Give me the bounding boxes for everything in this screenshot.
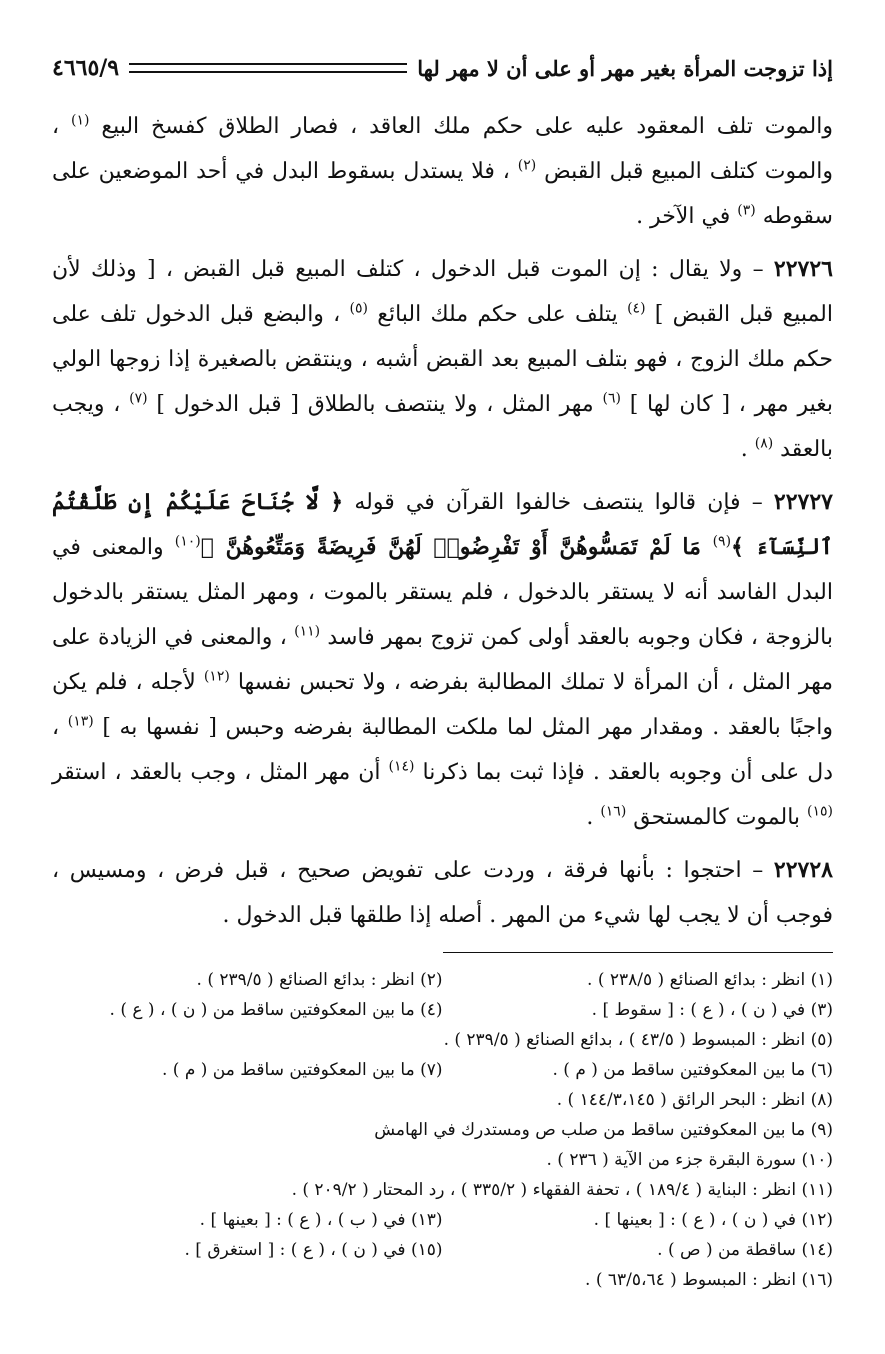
text-run: ، فلا يستدل بسقوط البدل في أحد الموضعين على سقوطه [52, 159, 833, 229]
footnote-6: (٦) ما بين المعكوفتين ساقط من ( م ) . [552, 1060, 833, 1080]
footnote-reference: (٣) [737, 202, 756, 219]
footnote-row [52, 965, 833, 995]
issue-number: ٢٢٧٢٨ [773, 857, 833, 883]
issue-number: ٢٢٧٢٧ [773, 489, 833, 515]
text-run: – احتجوا : بأنها فرقة ، وردت على تفويض صحيح ، قبل فرض ، ومسيس ، فوجب أن لا يجب لها شيء من المهر . أصله إذا طلقها قبل الدخول . [52, 858, 833, 928]
text-run: – فإن قالوا ينتصف خالفوا القرآن في قوله [343, 490, 774, 515]
text-run: ، دل على أن وجوبه بالعقد . فإذا ثبت بما ذكرنا [52, 715, 833, 785]
footnote-14: (١٤) ساقطة من ( ص ) . [657, 1240, 833, 1260]
footnote-reference: (٦) [602, 390, 621, 407]
text-run: مهر المثل ، ولا ينتصف بالطلاق [ قبل الدخول ] [147, 392, 603, 417]
footnote-divider [443, 952, 833, 953]
footnote-13: (١٣) في ( ب ) ، ( ع ) : [ بعينها ] . [199, 1210, 443, 1230]
footnote-reference: (١١) [294, 623, 321, 640]
footnote-16: (١٦) انظر : المبسوط ( ٦٣/٥،٦٤ ) . [585, 1270, 833, 1290]
footnote-reference: (١٤) [388, 758, 415, 775]
paragraph [52, 848, 833, 938]
footnote-row [52, 1055, 833, 1085]
text-run: والمعنى في البدل الفاسد أنه لا يستقر بالدخول ، فلم يستقر بالموت ، ومهر المثل يستقر بالدخول بالزوجة ، فكان وجوبه بالعقد أولى كمن تزوج بمهر فاسد [52, 535, 833, 650]
text-run: – ولا يقال : إن الموت قبل الدخول ، كتلف المبيع قبل القبض ، [ وذلك لأن المبيع قبل القبض ] [52, 257, 833, 327]
footnote-row [52, 995, 833, 1025]
header-title: إذا تزوجت المرأة بغير مهر أو على أن لا مهر لها [417, 55, 833, 81]
text-run: . [586, 805, 601, 830]
footnote-reference: (١٥) [807, 803, 833, 820]
footnote-1: (١) انظر : بدائع الصنائع ( ٢٣٨/٥ ) . [587, 970, 833, 990]
footnote-7: (٧) ما بين المعكوفتين ساقط من ( م ) . [162, 1060, 443, 1080]
footnote-reference: (٨) [754, 435, 774, 452]
footnote-10: (١٠) سورة البقرة جزء من الآية ( ٢٣٦ ) . [546, 1150, 833, 1170]
footnote-reference: (٤) [627, 300, 646, 317]
text-run: في الآخر . [636, 204, 738, 229]
footnote-8: (٨) انظر : البحر الرائق ( ١٤٤/٣،١٤٥ ) . [556, 1090, 833, 1110]
footnote-reference: (١٦) [600, 803, 627, 820]
text-run: ، والموت كتلف المبيع قبل القبض [52, 114, 833, 184]
page-number: ٤٦٦٥/٩ [52, 55, 120, 81]
footnote-reference: (١٢) [203, 668, 230, 685]
text-run: بالموت كالمستحق [626, 805, 808, 830]
quran-quote: ﴿ لَّا جُنَاحَ عَلَيْكُمْ إِن طَلَّقْتُمُ ٱلنِّسَآءَ ﴾ [52, 489, 833, 560]
quran-quote: مَا لَمْ تَمَسُّوهُنَّ أَوْ تَفْرِضُوا۟ لَهُنَّ فَرِيضَةً وَمَتِّعُوهُنَّ ﴾ [200, 534, 713, 560]
text-run: ، والبضع قبل الدخول تلف على حكم ملك الزوج ، فهو بتلف المبيع بعد القبض أشبه ، وينتقض بالصغيرة إذا زوجها الولي بغير مهر ، [ كان لها ] [52, 302, 833, 417]
text-run: لأجله ، فلم يكن واجبًا بالعقد . ومقدار مهر المثل لما ملكت المطالبة بفرضه وحبس [ نفسها به ] [52, 670, 833, 740]
header-double-rule [129, 63, 407, 73]
footnote-11: (١١) انظر : البناية ( ١٨٩/٤ ) ، تحفة الفقهاء ( ٣٣٥/٢ ) ، رد المحتار ( ٢٠٩/٢ ) . [291, 1180, 833, 1200]
footnote-4: (٤) ما بين المعكوفتين ساقط من ( ن ) ، ( ع ) . [109, 1000, 443, 1020]
text-run: والموت تلف المعقود عليه على حكم ملك العاقد ، فصار الطلاق كفسخ البيع [89, 114, 833, 139]
running-header [52, 40, 833, 96]
footnote-2: (٢) انظر : بدائع الصنائع ( ٢٣٩/٥ ) . [196, 970, 443, 990]
footnotes [52, 965, 833, 1295]
paragraph [52, 104, 833, 239]
text-run: ، ويجب بالعقد [52, 392, 833, 462]
footnote-reference: (٩) [712, 533, 732, 550]
footnote-reference: (١٣) [67, 713, 94, 730]
text-run: . [740, 437, 755, 462]
footnote-reference: (٧) [129, 390, 148, 407]
paragraph [52, 480, 833, 840]
text-run: أن مهر المثل ، وجب بالعقد ، استقر [52, 760, 389, 785]
footnote-3: (٣) في ( ن ) ، ( ع ) : [ سقوط ] . [591, 1000, 833, 1020]
footnote-row [52, 1205, 833, 1235]
text-run: ، والمعنى في الزيادة على مهر المثل ، أن المرأة لا تملك المطالبة بفرضه ، ولا تحبس نفسها [52, 625, 833, 695]
footnote-9: (٩) ما بين المعكوفتين ساقط من صلب ص ومستدرك في الهامش [374, 1120, 833, 1140]
paragraph [52, 247, 833, 472]
text-run: يتلف على حكم ملك البائع [368, 302, 628, 327]
footnote-reference: (٢) [517, 157, 537, 174]
footnote-reference: (١٠) [174, 533, 201, 550]
issue-number: ٢٢٧٢٦ [773, 256, 833, 282]
footnote-reference: (٥) [349, 300, 368, 317]
footnote-row [52, 1235, 833, 1265]
footnote-5: (٥) انظر : المبسوط ( ٤٣/٥ ) ، بدائع الصنائع ( ٢٣٩/٥ ) . [443, 1030, 833, 1050]
footnote-reference: (١) [71, 112, 90, 129]
footnote-12: (١٢) في ( ن ) ، ( ع ) : [ بعينها ] . [593, 1210, 833, 1230]
footnote-15: (١٥) في ( ن ) ، ( ع ) : [ استغرق ] . [184, 1240, 443, 1260]
main-text [52, 104, 833, 938]
